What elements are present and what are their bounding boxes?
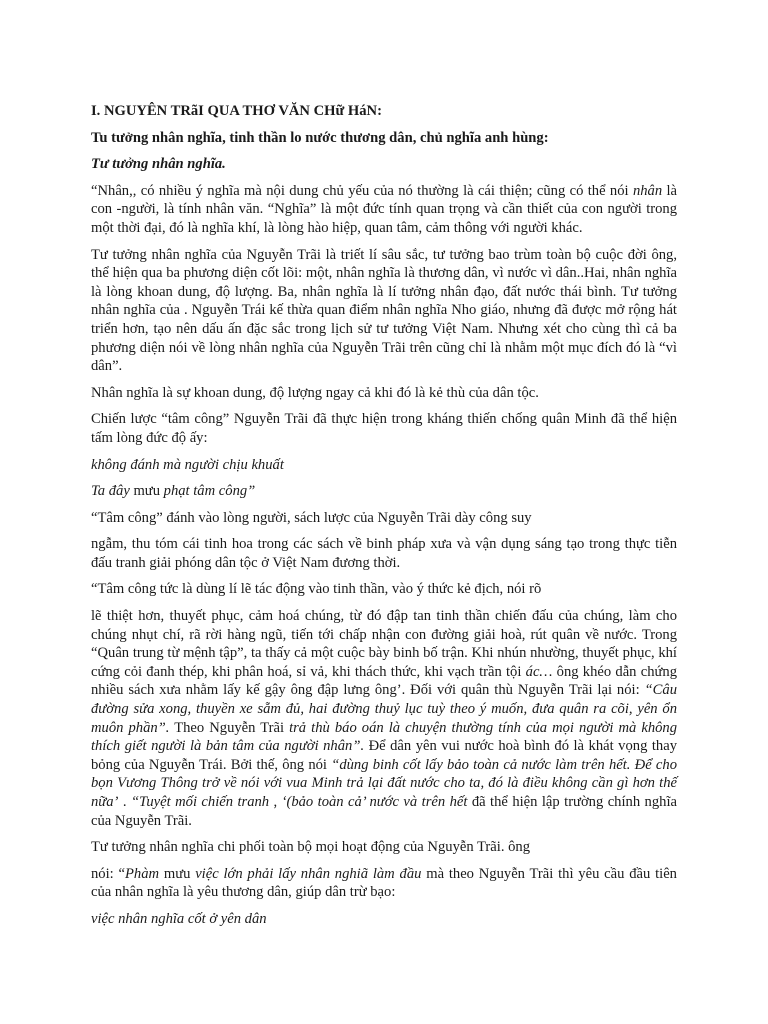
quote-1: không đánh mà người chịu khuất	[91, 456, 284, 473]
paragraph-8	[91, 607, 677, 830]
paragraph-8-text-c: ông khéo dẫn chứng nhiều sách xưa nhằm lấy kế gậy ông đập lưng ông’. Đối với quân thù Nguyễn Trãi lại nói:	[91, 663, 677, 699]
heading: I. NGUYÊN TRãI QUA THƠ VĂN CHữ HáN:	[91, 103, 382, 119]
paragraph-3: Nhân nghĩa là sự khoan dung, độ lượng ngay cả khi đó là kẻ thù của dân tộc.	[91, 384, 539, 401]
quote-2-text-b: mưu	[129, 483, 164, 500]
paragraph-8-quote-l: ‘(bảo toàn cả’ nước và trên hết	[281, 794, 468, 810]
paragraph-5: “Tâm công” đánh vào lòng người, sách lược của Nguyễn Trãi dày công suy	[91, 509, 532, 526]
quote-2	[91, 482, 677, 501]
paragraph-8-text-a: lẽ thiệt hơn, thuyết phục, cảm hoá chúng, từ đó đập tan tinh thần chiến đấu của chúng, làm cho chúng nhụt chí, rã rời hàng ngũ, tiến tới chấp nhận con đường giải hoà, rút quân về nước. Trong “Quân trung từ mệnh tập”, ta thấy cả một cuộc bày binh bố trận. Khi nhún nhường, thuyết phục, khí cứng cỏi đanh thép, khi phân hoá, sỉ vả, khi thách thức, khi vạch trần tội	[91, 608, 677, 680]
paragraph-4: Chiến lược “tâm công” Nguyễn Trãi đã thực hiện trong kháng thiến chống quân Minh đã thể hiện tấm lòng đức độ ấy:	[91, 411, 677, 446]
paragraph-8-text-k: ,	[269, 794, 282, 810]
paragraph-8-quote-f: trả thù báo oán là chuyện thường tính của mọi người mà không thích giết người là bản tâm của người nhân”.	[91, 719, 678, 755]
paragraph-8-text-b: ác…	[525, 663, 553, 680]
quote-3: việc nhân nghĩa cốt ở yên dân	[91, 910, 267, 927]
paragraph-10-text-b: Phàm	[124, 865, 160, 882]
paragraph-1-text-a: “Nhân,, có nhiều ý nghĩa mà nội dung chủ yếu của nó thường là cái thiện; cũng có thể nói	[91, 182, 633, 199]
paragraph-8-text-m: đã thể hiện lập trường chính nghĩa của Nguyễn Trãi.	[91, 794, 677, 829]
paragraph-1-emphasis: nhân	[632, 182, 663, 199]
paragraph-8-quote-j: “Tuyệt mối chiến tranh	[130, 794, 270, 810]
paragraph-2: Tư tưởng nhân nghĩa của Nguyễn Trãi là triết lí sâu sắc, tư tưởng bao trùm toàn bộ cuộc đời ông, thể hiện qua ba phương diện cốt lõi: một, nhân nghĩa là thương dân, vì nước vì dân..Hai, nhân nghĩa là lòng khoan dung, độ lượng. Ba, nhân nghĩa là lí tưởng nhân đạo, đất nước thái bình. Tư tưởng nhân nghĩa của . Nguyễn Trái kế thừa quan điểm nhân nghĩa Nho giáo, nhưng đã được mở rộng hát triển hơn, tạo nên dấu ấn đặc sắc trong lịch sử tư tưởng Việt Nam. Nhưng xét cho cùng thì cả ba phương diện nói về lòng nhân nghĩa của Nguyễn Trãi trên cũng chỉ là nhằm một mục đích đó là “vì dân”.	[91, 246, 677, 375]
paragraph-8-text-e: Theo Nguyễn Trãi	[169, 719, 290, 736]
paragraph-8-text-i: .	[118, 794, 131, 810]
paragraph-10-quote-d: việc lớn phải lấy nhân nghiã làm đầu	[195, 865, 422, 882]
quote-2-text-a: Ta đây	[91, 483, 130, 500]
paragraph-9: Tư tưởng nhân nghĩa chi phối toàn bộ mọi hoạt động của Nguyễn Trãi. ông	[91, 839, 531, 856]
paragraph-10-text-e: mà theo Nguyễn Trãi thì yêu cầu đầu tiên của nhân nghĩa là yêu thương dân, giúp dân trừ bạo:	[91, 865, 677, 901]
quote-2-text-c: phạt tâm công”	[163, 483, 256, 500]
paragraph-6: ngẫm, thu tóm cái tinh hoa trong các sách về binh pháp xưa và vận dụng sáng tạo trong thực tiễn đấu tranh giải phóng dân tộc ở Việt Nam đương thời.	[91, 536, 677, 571]
paragraph-10-text-a: nói: “	[91, 865, 125, 882]
document-page	[91, 102, 677, 937]
paragraph-8-text-g: Để dân yên vui nước hoà bình đó là khát vọng thay bỏng của Nguyễn Trái. Bởi thế, ông nói	[91, 738, 677, 773]
paragraph-8-quote-d: “Câu đường sửa xong, thuyền xe sẵm đủ, hai đường thuỷ lục tuỳ theo ý muốn, đưa quân ra cõi, yên ổn muôn phần”.	[91, 682, 677, 736]
paragraph-1-text-c: là con -người, là tính nhân văn. “Nghĩa” là một đức tính quan trọng và cần thiết của con người trong một thời đại, đó là nghĩa khí, là lòng hào hiệp, quan tâm, cảm thông với người khác.	[91, 182, 678, 236]
section-title: Tư tưởng nhân nghĩa.	[91, 156, 226, 173]
subheading: Tu tưởng nhân nghĩa, tinh thần lo nước thương dân, chủ nghĩa anh hùng:	[91, 129, 549, 146]
paragraph-10	[91, 865, 677, 902]
paragraph-8-quote-h: “dùng binh cốt lấy bảo toàn cả nước làm trên hết. Để cho bọn Vương Thông trở về nói với vua Minh trả lại đất nước cho ta, đó là điều không cần gì hơn thế nữa’	[91, 756, 677, 810]
paragraph-1	[91, 182, 677, 238]
paragraph-7: “Tâm công tức là dùng lí lẽ tác động vào tinh thần, vào ý thức kẻ địch, nói rõ	[91, 581, 542, 598]
paragraph-10-text-c: mưu	[159, 865, 196, 882]
